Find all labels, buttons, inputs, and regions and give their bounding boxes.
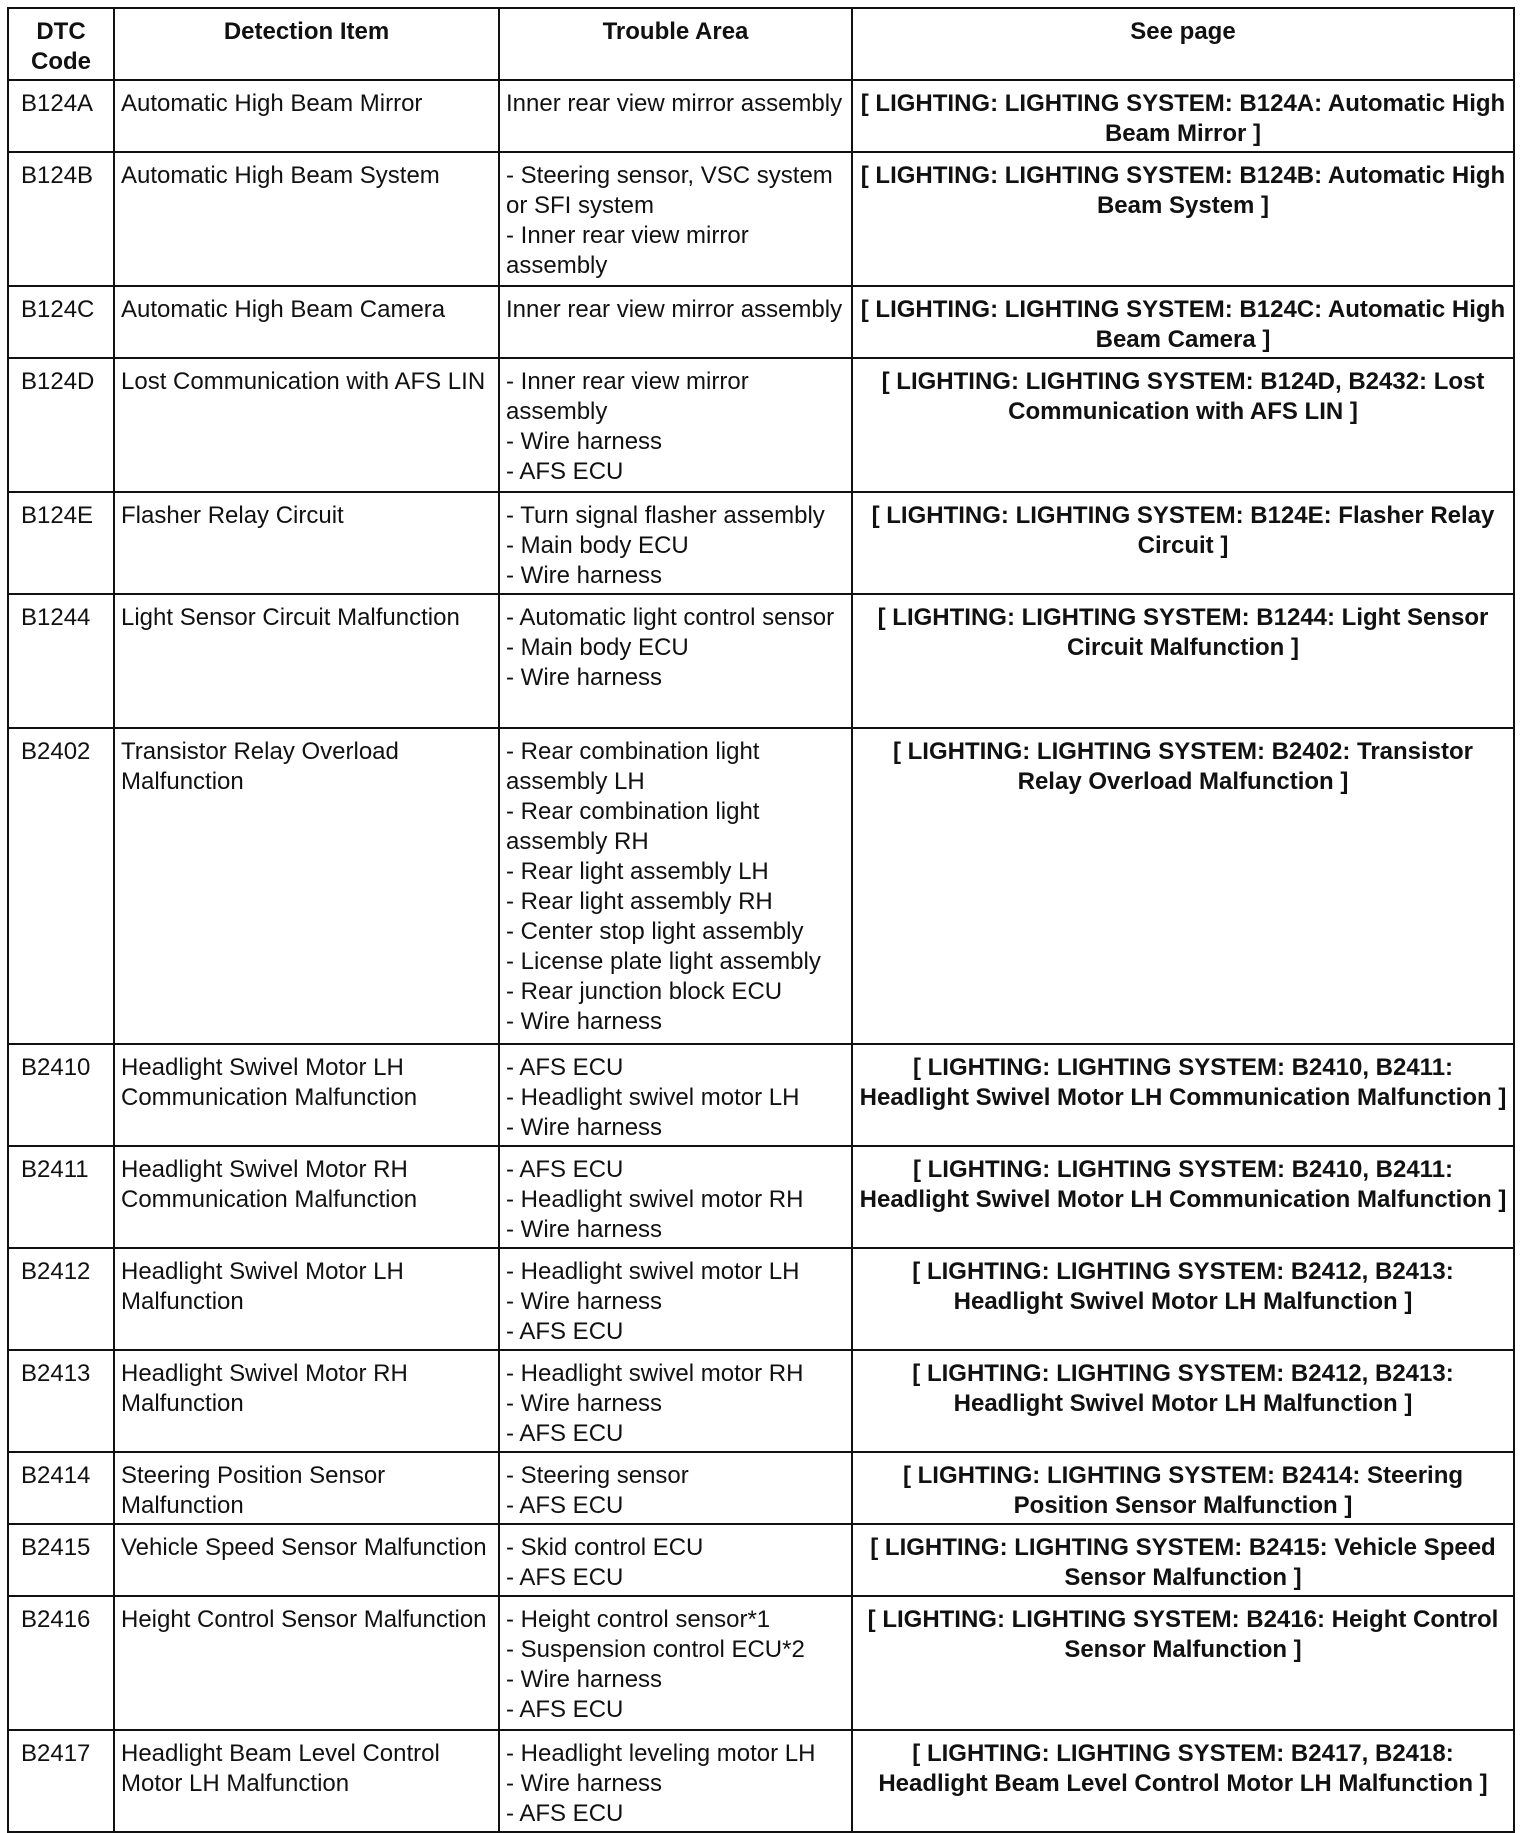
trouble-area-line: - Headlight leveling motor LH [506,1740,816,1767]
trouble-area-line: - Wire harness [506,1216,663,1243]
trouble-area-cell [499,492,852,594]
trouble-area-line: - AFS ECU [506,1420,624,1447]
see-page-link[interactable]: [ LIGHTING: LIGHTING SYSTEM: B124A: Automatic High Beam Mirror ] [852,80,1514,152]
table-header [8,8,1514,80]
trouble-area-line: - Wire harness [506,562,663,589]
trouble-area-line: - Rear light assembly RH [506,888,773,915]
header-see-page: See page [852,8,1514,80]
header-detection-item: Detection Item [114,8,499,80]
trouble-area-line: - Inner rear view mirror assembly [506,222,749,279]
trouble-area-line: - Wire harness [506,664,663,691]
trouble-area-line: - Wire harness [506,1770,663,1797]
trouble-area-line: - Rear combination light assembly LH [506,738,760,795]
table-row [8,1350,1514,1452]
see-page-link[interactable]: [ LIGHTING: LIGHTING SYSTEM: B2414: Steering Position Sensor Malfunction ] [852,1452,1514,1524]
detection-item-cell: Headlight Swivel Motor LH Communication Malfunction [114,1044,499,1146]
dtc-code-cell: B2412 [8,1248,114,1350]
trouble-area-line: - Center stop light assembly [506,918,804,945]
trouble-area-line: - Headlight swivel motor RH [506,1360,804,1387]
detection-item-cell: Automatic High Beam Camera [114,286,499,358]
table-row [8,80,1514,152]
table-row [8,358,1514,492]
trouble-area-line: - Steering sensor, VSC system or SFI system [506,162,833,219]
trouble-area-line: Inner rear view mirror assembly [506,296,843,323]
trouble-area-line: - Headlight swivel motor RH [506,1186,804,1213]
trouble-area-line: - Suspension control ECU*2 [506,1636,805,1663]
dtc-code-cell: B2417 [8,1730,114,1832]
detection-item-cell: Steering Position Sensor Malfunction [114,1452,499,1524]
dtc-code-cell: B2410 [8,1044,114,1146]
dtc-code-cell: B124E [8,492,114,594]
trouble-area-line: - Wire harness [506,428,663,455]
trouble-area-cell [499,1350,852,1452]
trouble-area-cell [499,728,852,1044]
detection-item-cell: Lost Communication with AFS LIN [114,358,499,492]
table-row [8,1596,1514,1730]
table-row [8,1524,1514,1596]
table-row [8,1730,1514,1832]
detection-item-cell: Vehicle Speed Sensor Malfunction [114,1524,499,1596]
trouble-area-cell [499,1596,852,1730]
dtc-table [7,7,1515,1833]
dtc-code-cell: B2416 [8,1596,114,1730]
trouble-area-cell [499,152,852,286]
dtc-code-cell: B2414 [8,1452,114,1524]
trouble-area-line: - Wire harness [506,1288,663,1315]
trouble-area-line: - Wire harness [506,1666,663,1693]
detection-item-cell: Flasher Relay Circuit [114,492,499,594]
trouble-area-cell [499,1248,852,1350]
detection-item-cell: Headlight Swivel Motor RH Malfunction [114,1350,499,1452]
table-row [8,152,1514,286]
see-page-link[interactable]: [ LIGHTING: LIGHTING SYSTEM: B2417, B2418: Headlight Beam Level Control Motor LH Malfunction ] [852,1730,1514,1832]
trouble-area-line: - Rear junction block ECU [506,978,783,1005]
trouble-area-line: - Height control sensor*1 [506,1606,771,1633]
trouble-area-line: - Automatic light control sensor [506,604,835,631]
detection-item-cell: Light Sensor Circuit Malfunction [114,594,499,728]
dtc-code-cell: B124A [8,80,114,152]
trouble-area-cell [499,358,852,492]
header-trouble-area: Trouble Area [499,8,852,80]
trouble-area-line: - Inner rear view mirror assembly [506,368,749,425]
trouble-area-line: - AFS ECU [506,1492,624,1519]
trouble-area-line: - Headlight swivel motor LH [506,1258,800,1285]
see-page-link[interactable]: [ LIGHTING: LIGHTING SYSTEM: B2416: Height Control Sensor Malfunction ] [852,1596,1514,1730]
trouble-area-line: - AFS ECU [506,1318,624,1345]
trouble-area-line: - Rear combination light assembly RH [506,798,760,855]
table-row [8,1146,1514,1248]
detection-item-cell: Headlight Beam Level Control Motor LH Malfunction [114,1730,499,1832]
detection-item-cell: Headlight Swivel Motor LH Malfunction [114,1248,499,1350]
table-row [8,492,1514,594]
table-row [8,1452,1514,1524]
dtc-code-cell: B124B [8,152,114,286]
see-page-link[interactable]: [ LIGHTING: LIGHTING SYSTEM: B2412, B2413: Headlight Swivel Motor LH Malfunction ] [852,1350,1514,1452]
table-row [8,286,1514,358]
see-page-link[interactable]: [ LIGHTING: LIGHTING SYSTEM: B124B: Automatic High Beam System ] [852,152,1514,286]
detection-item-cell: Automatic High Beam System [114,152,499,286]
trouble-area-line: - Wire harness [506,1008,663,1035]
dtc-code-cell: B2411 [8,1146,114,1248]
trouble-area-cell [499,1452,852,1524]
dtc-code-cell: B124D [8,358,114,492]
trouble-area-cell [499,1524,852,1596]
see-page-link[interactable]: [ LIGHTING: LIGHTING SYSTEM: B124E: Flasher Relay Circuit ] [852,492,1514,594]
trouble-area-cell [499,594,852,728]
trouble-area-line: - Steering sensor [506,1462,689,1489]
table-row [8,594,1514,728]
header-dtc-code: DTC Code [8,8,114,80]
header-row [8,8,1514,80]
trouble-area-line: - Wire harness [506,1390,663,1417]
detection-item-cell: Height Control Sensor Malfunction [114,1596,499,1730]
detection-item-cell: Transistor Relay Overload Malfunction [114,728,499,1044]
see-page-link[interactable]: [ LIGHTING: LIGHTING SYSTEM: B2415: Vehicle Speed Sensor Malfunction ] [852,1524,1514,1596]
trouble-area-line: - License plate light assembly [506,948,821,975]
trouble-area-line: - Headlight swivel motor LH [506,1084,800,1111]
trouble-area-line: - Wire harness [506,1114,663,1141]
trouble-area-cell [499,1146,852,1248]
trouble-area-line: - Rear light assembly LH [506,858,769,885]
trouble-area-cell [499,1730,852,1832]
see-page-link[interactable]: [ LIGHTING: LIGHTING SYSTEM: B1244: Light Sensor Circuit Malfunction ] [852,594,1514,728]
trouble-area-cell [499,80,852,152]
dtc-code-cell: B124C [8,286,114,358]
trouble-area-line: Inner rear view mirror assembly [506,90,843,117]
dtc-code-cell: B2415 [8,1524,114,1596]
dtc-code-cell: B1244 [8,594,114,728]
see-page-link[interactable]: [ LIGHTING: LIGHTING SYSTEM: B2410, B2411: Headlight Swivel Motor LH Communication Malfunction ] [852,1044,1514,1146]
table-row [8,728,1514,1044]
detection-item-cell: Headlight Swivel Motor RH Communication Malfunction [114,1146,499,1248]
table-body [8,80,1514,1832]
trouble-area-line: - AFS ECU [506,1696,624,1723]
see-page-link[interactable]: [ LIGHTING: LIGHTING SYSTEM: B2412, B2413: Headlight Swivel Motor LH Malfunction ] [852,1248,1514,1350]
trouble-area-line: - Main body ECU [506,532,689,559]
table-row [8,1044,1514,1146]
trouble-area-cell [499,1044,852,1146]
trouble-area-line: - AFS ECU [506,1156,624,1183]
table-row [8,1248,1514,1350]
trouble-area-line: - AFS ECU [506,1800,624,1827]
detection-item-cell: Automatic High Beam Mirror [114,80,499,152]
trouble-area-line: - AFS ECU [506,1054,624,1081]
see-page-link[interactable]: [ LIGHTING: LIGHTING SYSTEM: B2402: Transistor Relay Overload Malfunction ] [852,728,1514,1044]
trouble-area-line: - Main body ECU [506,634,689,661]
trouble-area-cell [499,286,852,358]
trouble-area-line: - Skid control ECU [506,1534,704,1561]
see-page-link[interactable]: [ LIGHTING: LIGHTING SYSTEM: B124C: Automatic High Beam Camera ] [852,286,1514,358]
see-page-link[interactable]: [ LIGHTING: LIGHTING SYSTEM: B124D, B2432: Lost Communication with AFS LIN ] [852,358,1514,492]
dtc-code-cell: B2413 [8,1350,114,1452]
see-page-link[interactable]: [ LIGHTING: LIGHTING SYSTEM: B2410, B2411: Headlight Swivel Motor LH Communication Malfunction ] [852,1146,1514,1248]
trouble-area-line: - AFS ECU [506,1564,624,1591]
dtc-code-cell: B2402 [8,728,114,1044]
trouble-area-line: - AFS ECU [506,458,624,485]
trouble-area-line: - Turn signal flasher assembly [506,502,825,529]
